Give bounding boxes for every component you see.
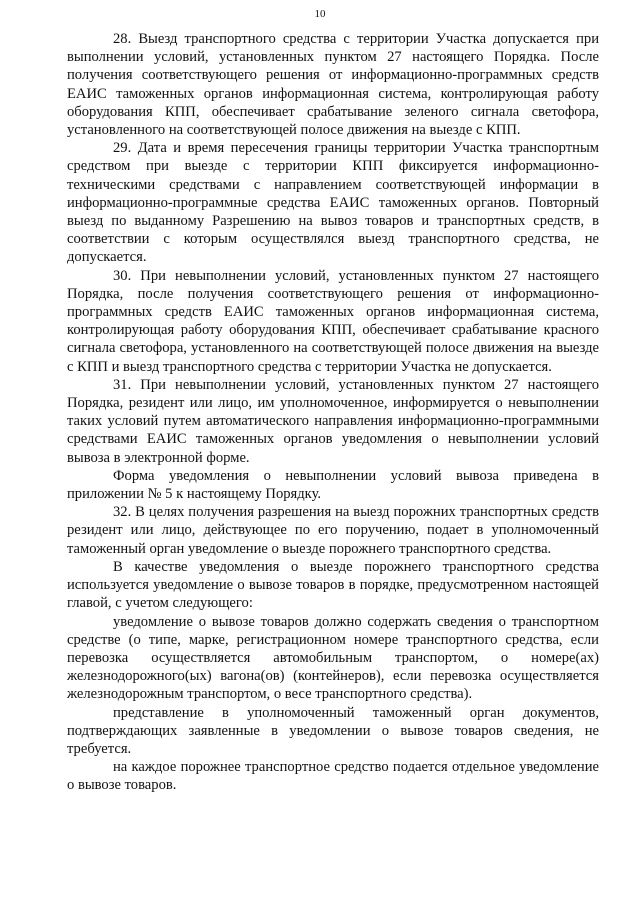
paragraph-29: 29. Дата и время пересечения границы территории Участка транспортным средством при выезде с территории КПП фиксируется информационно-техническими средствами с направлением соответствующей информации в информационно-программные средства ЕАИС таможенных органов. Повторный выезд по выданному Разрешению на вывоз товаров и транспортных средств, в соответствии с которым осуществлялся выезд транспортного средства, не допускается. <box>67 140 599 266</box>
page-number: 10 <box>314 8 326 20</box>
paragraph-31: 31. При невыполнении условий, установленных пунктом 27 настоящего Порядка, резидент или лицо, им уполномоченное, информируется о невыполнении таких условий путем автоматического направления информационно-программными средствами ЕАИС таможенных органов уведомления о невыполнении условий вывоза в электронной форме. <box>67 376 599 466</box>
paragraph-32-item-3: на каждое порожнее транспортное средство подается отдельное уведомление о вывозе товаров. <box>67 759 599 794</box>
paragraph-28: 28. Выезд транспортного средства с территории Участка допускается при выполнении условий, установленных пунктом 27 настоящего Порядка. После получения соответствующего решения от информационно-программных средств ЕАИС таможенных органов информационная система, контролирующая работу оборудования КПП, обеспечивает срабатывание зеленого сигнала светофора, установленного на соответствующей полосе движения на выезде с КПП. <box>67 31 599 139</box>
paragraph-32-item-1: уведомление о вывозе товаров должно содержать сведения о транспортном средстве (о типе, марке, регистрационном номере транспортного средства, если перевозка осуществляется автомобильным транспортом, о номере(ах) железнодорожного(ых) вагона(ов) (контейнеров), если перевозка осуществляется железнодорожным транспортом, о весе транспортного средства). <box>67 613 599 703</box>
paragraph-32-item-2: представление в уполномоченный таможенный орган документов, подтверждающих заявленные в уведомлении о вывозе товаров сведения, не требуется. <box>67 704 599 757</box>
paragraph-32: 32. В целях получения разрешения на выезд порожних транспортных средств резидент или лицо, действующее по его поручению, подает в уполномоченный таможенный орган уведомление о выезде порожнего транспортного средства. <box>67 504 599 557</box>
paragraph-32-notice: В качестве уведомления о выезде порожнего транспортного средства используется уведомление о вывозе товаров в порядке, предусмотренном настоящей главой, с учетом следующего: <box>67 558 599 612</box>
paragraph-30: 30. При невыполнении условий, установленных пунктом 27 настоящего Порядка, после получения соответствующего решения от информационно-программных средств ЕАИС таможенных органов информационная система, контролирующая работу оборудования КПП, обеспечивает срабатывание красного сигнала светофора, установленного на соответствующей полосе движения на выезде с КПП и выезд транспортного средства с территории Участка не допускается. <box>67 267 599 375</box>
document-body <box>67 30 599 795</box>
paragraph-31-form: Форма уведомления о невыполнении условий вывоза приведена в приложении № 5 к настоящему Порядку. <box>67 467 599 503</box>
